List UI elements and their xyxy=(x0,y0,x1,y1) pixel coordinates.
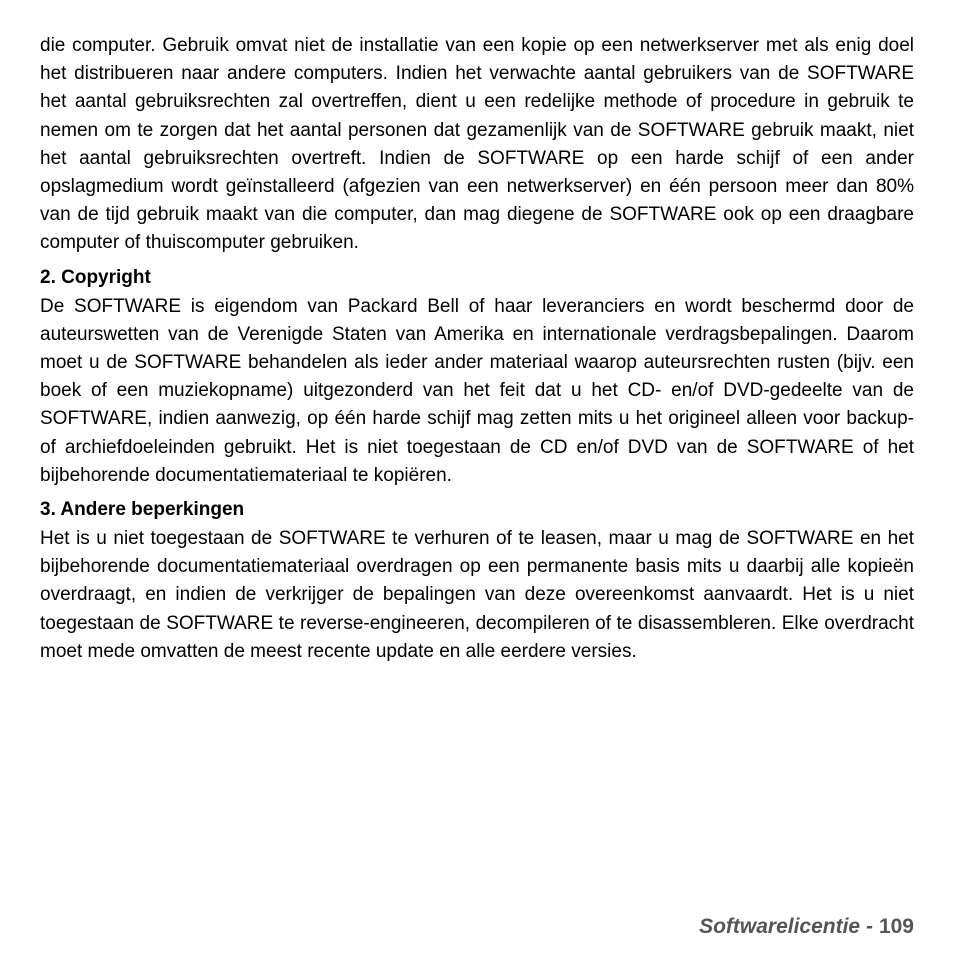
section-text-other-restrictions: Het is u niet toegestaan de SOFTWARE te verhuren of te leasen, maar u mag de SOFTWARE en het bijbehorende documentatiemateriaal overdragen op een permanente basis mits u daarbij alle kopieën overdraagt, en indien de verkrijger de bepalingen van deze overeenkomst aanvaardt. Het is u niet toegestaan de SOFTWARE te reverse-engineeren, decompileren of te disassembleren. Elke overdracht moet mede omvatten de meest recente update en alle eerdere versies. xyxy=(40,528,914,662)
section-heading-copyright: 2. Copyright xyxy=(40,266,151,288)
intro-paragraph: die computer. Gebruik omvat niet de installatie van een kopie op een netwerkserver met als enig doel het distribueren naar andere computers. Indien het verwachte aantal gebruikers van de SOFTWARE het aantal gebruiksrechten zal overtreffen, dient u een redelijke methode of procedure in gebruik te nemen om te zorgen dat het aantal personen dat gezamenlijk van de SOFTWARE gebruik maakt, niet het aantal gebruiksrechten overtreft. Indien de SOFTWARE op een harde schijf of een ander opslagmedium wordt geïnstalleerd (afgezien van een netwerkserver) en één persoon meer dan 80% van de tijd gebruik maakt van die computer, dan mag diegene de SOFTWARE ook op een draagbare computer of thuiscomputer gebruiken. xyxy=(40,35,914,254)
section-text-copyright: De SOFTWARE is eigendom van Packard Bell of haar leveranciers en wordt beschermd door de auteurswetten van de Verenigde Staten van Amerika en internationale verdragsbepalingen. Daarom moet u de SOFTWARE behandelen als ieder ander materiaal waarop auteursrechten rusten (bijv. een boek of een muziekopname) uitgezonderd van het feit dat u het CD- en/of DVD-gedeelte van de SOFTWARE, indien aanwezig, op één harde schijf mag zetten mits u het origineel alleen voor backup- of archiefdoeleinden gebruikt. Het is niet toegestaan de CD en/of DVD van de SOFTWARE of het bijbehorende documentatiemateriaal te kopiëren. xyxy=(40,295,914,486)
document-page xyxy=(40,32,914,666)
page-number: 109 xyxy=(878,915,914,938)
page-footer xyxy=(699,913,914,941)
footer-section-title: Softwarelicentie - xyxy=(699,915,873,938)
section-heading-other-restrictions: 3. Andere beperkingen xyxy=(40,499,245,521)
